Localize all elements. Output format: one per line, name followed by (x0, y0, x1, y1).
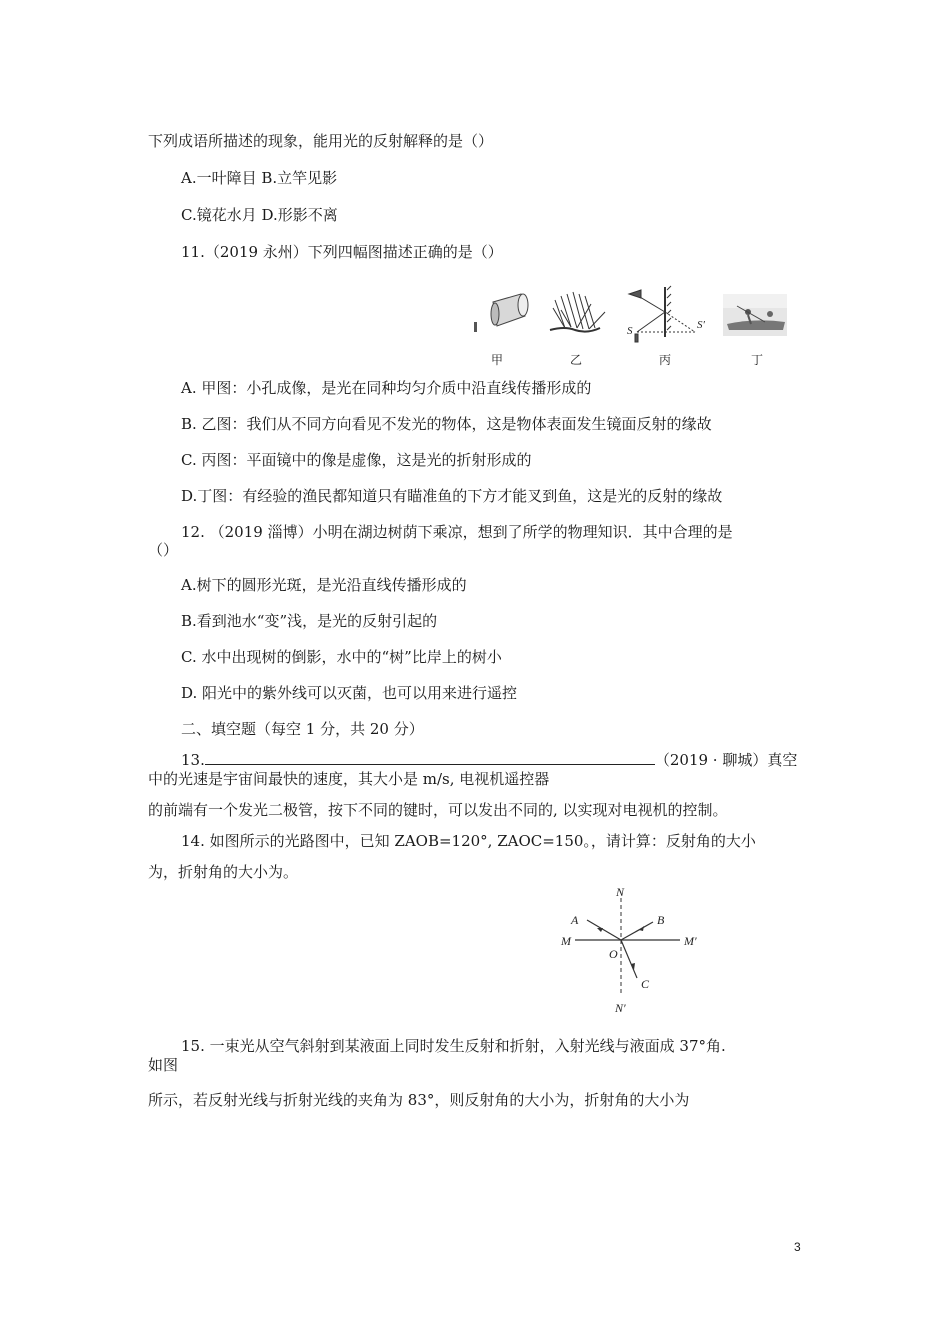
section-heading: 二、填空题（每空 1 分，共 20 分） (181, 720, 424, 738)
figure-14-label-c: C (641, 977, 650, 991)
figure-14 (555, 882, 715, 1022)
q10-options-ab: A.一叶障目 B.立竿见影 (181, 169, 338, 187)
figure-11-caption-ding: 丁 (750, 353, 764, 367)
figure-14-label-a: A (571, 913, 579, 927)
q11-option-a: A. 甲图：小孔成像，是光在同种均匀介质中沿直线传播形成的 (181, 379, 592, 397)
figure-11-caption-jia: 甲 (490, 353, 504, 367)
q11-stem: 11.（2019 永州）下列四幅图描述正确的是（） (181, 243, 503, 261)
q13-line-3: 的前端有一个发光二极管，按下不同的键时，可以发出不同的, 以实现对电视机的控制。 (148, 801, 728, 819)
figure-14-label-n-prime: N′ (615, 1001, 626, 1015)
figure-14-label-b: B (657, 913, 665, 927)
figure-14-label-m: M (561, 934, 571, 948)
page-number: 3 (794, 1240, 801, 1254)
q12-option-c: C. 水中出现树的倒影，水中的“树”比岸上的树小 (181, 648, 502, 666)
figure-14-label-o: O (609, 947, 618, 961)
q11-option-d: D.丁图：有经验的渔民都知道只有瞄准鱼的下方才能叉到鱼，这是光的反射的缘故 (181, 487, 723, 505)
figure-11-jia (474, 294, 528, 332)
q11-option-b: B. 乙图：我们从不同方向看见不发光的物体，这是物体表面发生镜面反射的缘故 (181, 415, 712, 433)
figure-11 (465, 282, 800, 372)
q15-line-2: 如图 (148, 1056, 179, 1074)
q13-number: 13. (181, 751, 205, 769)
figure-14-label-m-prime: M′ (684, 934, 697, 948)
figure-11-yi (550, 292, 605, 332)
q14-line-1: 14. 如图所示的光路图中，已知 ZAOB=120°, ZAOC=150。，请计算：反射角的大小 (181, 832, 756, 850)
q12-option-b: B.看到池水“变”浅，是光的反射引起的 (181, 612, 438, 630)
q10-stem: 下列成语所描述的现象，能用光的反射解释的是（） (148, 132, 494, 150)
q15-line-3: 所示，若反射光线与折射光线的夹角为 83°，则反射角的大小为，折射角的大小为 (148, 1091, 690, 1109)
figure-11-ding (723, 294, 787, 336)
q13-source: （2019 · 聊城）真空 (654, 751, 798, 769)
q13-line-2: 中的光速是宇宙间最快的速度，其大小是 m/s, 电视机遥控器 (148, 770, 550, 788)
q13-blank (205, 750, 655, 765)
q14-line-2: 为，折射角的大小为。 (148, 863, 299, 881)
q12-option-a: A.树下的圆形光斑，是光沿直线传播形成的 (181, 576, 467, 594)
figure-11-bing (629, 286, 695, 342)
figure-14-label-n: N (616, 885, 625, 899)
q11-option-c: C. 丙图：平面镜中的像是虚像，这是光的折射形成的 (181, 451, 532, 469)
q12-option-d: D. 阳光中的紫外线可以灭菌，也可以用来进行遥控 (181, 684, 518, 702)
figure-11-caption-bing: 丙 (658, 353, 672, 367)
figure-11-caption-yi: 乙 (569, 353, 583, 367)
q12-stem: 12. （2019 淄博）小明在湖边树荫下乘凉，想到了所学的物理知识．其中合理的是 (181, 523, 733, 541)
figure-11-label-s: S (627, 325, 633, 337)
q13-line-1 (181, 750, 797, 770)
q10-options-cd: C.镜花水月 D.形影不离 (181, 206, 338, 224)
q15-line-1: 15. 一束光从空气斜射到某液面上同时发生反射和折射，入射光线与液面成 37°角. (181, 1037, 726, 1055)
q12-stem-bracket: （） (148, 541, 179, 559)
figure-11-label-s-prime: S′ (697, 319, 705, 331)
